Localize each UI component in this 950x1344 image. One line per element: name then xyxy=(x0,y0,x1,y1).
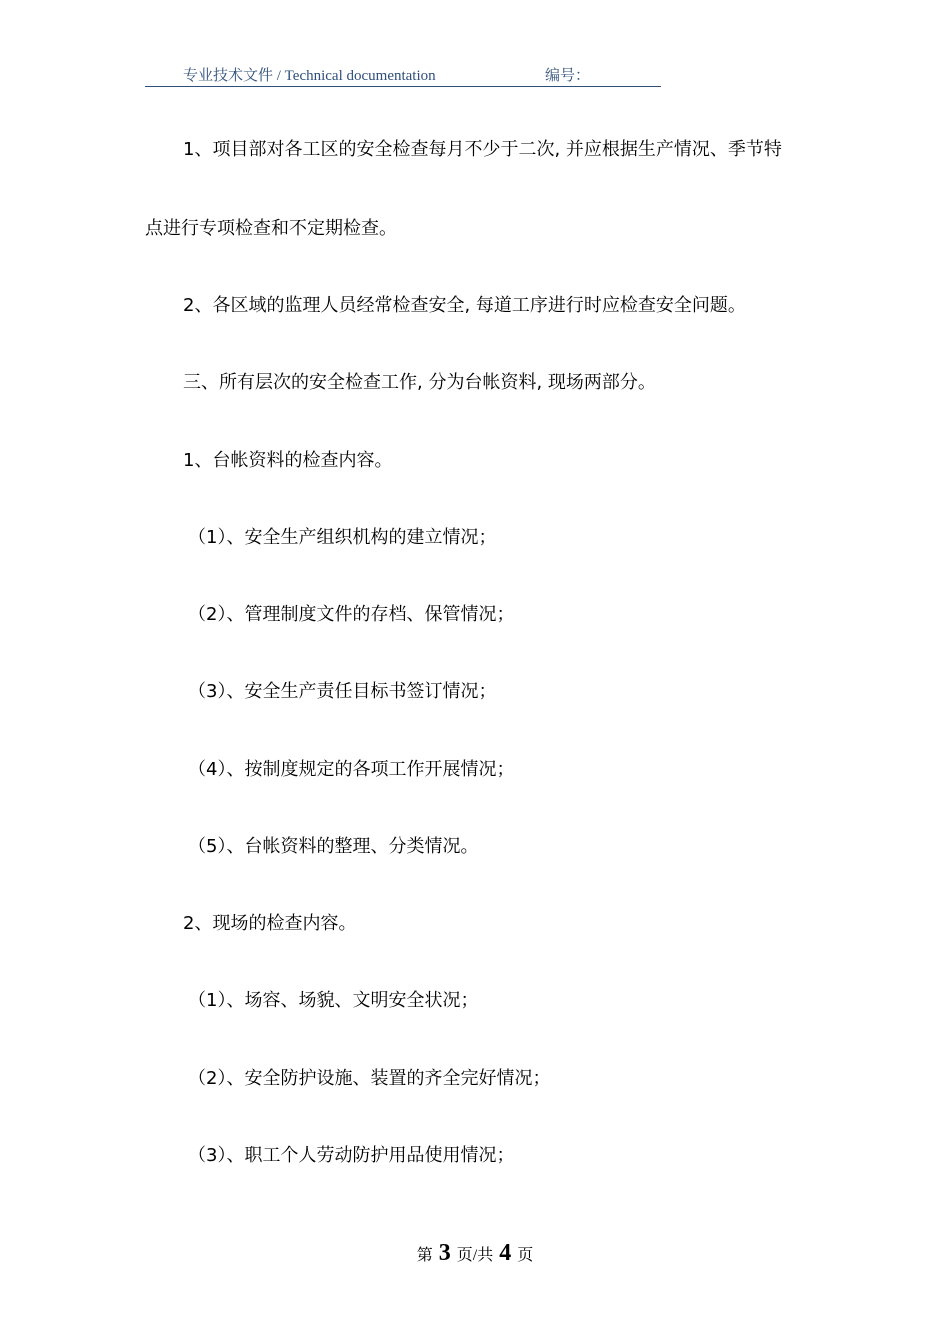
header-title: 专业技术文件 / Technical documentation xyxy=(183,68,436,84)
footer-suffix: 页 xyxy=(517,1247,534,1264)
paragraph-1-line-2: 点进行专项检查和不定期检查。 xyxy=(145,218,397,239)
page-header xyxy=(145,66,661,87)
list-item: （5）、台帐资料的整理、分类情况。 xyxy=(188,836,479,857)
list-item: （3）、安全生产责任目标书签订情况； xyxy=(188,681,497,702)
list-item: （1）、场容、场貌、文明安全状况； xyxy=(188,990,479,1011)
section-heading-site: 2、现场的检查内容。 xyxy=(183,913,357,934)
paragraph-3: 三、所有层次的安全检查工作, 分为台帐资料, 现场两部分。 xyxy=(183,372,656,393)
list-item: （2）、安全防护设施、装置的齐全完好情况； xyxy=(188,1068,551,1089)
total-page-number: 4 xyxy=(499,1240,512,1266)
list-item: （1）、安全生产组织机构的建立情况； xyxy=(188,527,497,548)
list-item: （3）、职工个人劳动防护用品使用情况； xyxy=(188,1145,515,1166)
list-item: （4）、按制度规定的各项工作开展情况； xyxy=(188,759,515,780)
page-footer xyxy=(0,1238,950,1271)
paragraph-1-line-1: 1、项目部对各工区的安全检查每月不少于二次, 并应根据生产情况、季节特 xyxy=(183,139,782,160)
current-page-number: 3 xyxy=(438,1240,451,1266)
footer-middle: 页/共 xyxy=(456,1247,494,1264)
list-item: （2）、管理制度文件的存档、保管情况； xyxy=(188,604,515,625)
footer-prefix: 第 xyxy=(416,1247,433,1264)
section-heading-ledger: 1、台帐资料的检查内容。 xyxy=(183,450,393,471)
header-number-label: 编号： xyxy=(545,68,591,84)
paragraph-2: 2、各区域的监理人员经常检查安全, 每道工序进行时应检查安全问题。 xyxy=(183,295,746,316)
